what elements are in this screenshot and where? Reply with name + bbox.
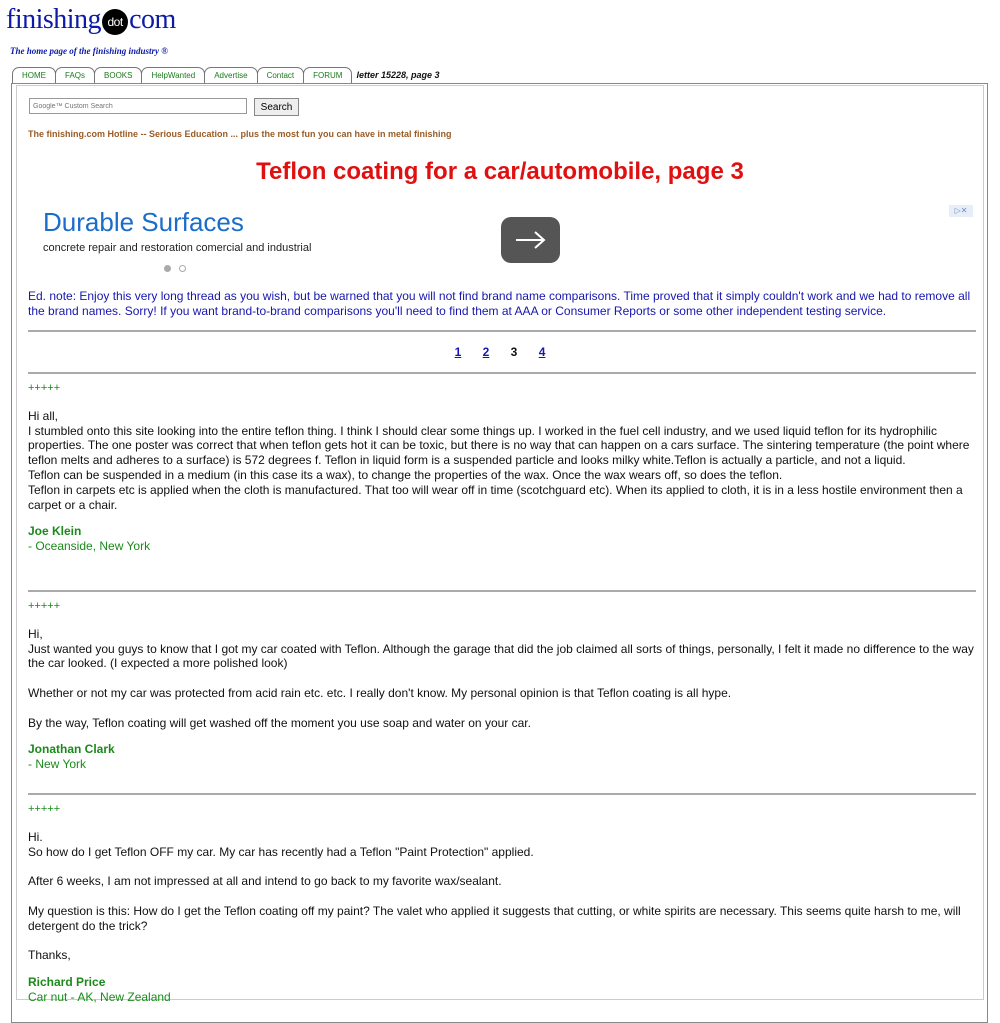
post-item bbox=[28, 381, 980, 554]
post-item bbox=[28, 802, 980, 1005]
logo-wordmark: finishing dot com bbox=[6, 4, 176, 35]
ad-carousel-dot-active[interactable] bbox=[164, 265, 171, 272]
pagination bbox=[0, 345, 1000, 359]
post-line: Teflon in carpets etc is applied when the cloth is manufactured. That too will wear off in time (scotchguard etc). When its applied to cloth, it is in a less hostile environment then a carpet or a chair. bbox=[28, 482, 963, 512]
editor-note: Ed. note: Enjoy this very long thread as you wish, but be warned that you will not find brand name comparisons. Time proved that it simply couldn't work and we had to remove all the brand names. Sorry! If you want brand-to-brand comparisons you'll need to find them at AAA or Consumer Reports or some other independent testing service. bbox=[28, 289, 971, 318]
post-line: By the way, Teflon coating will get washed off the moment you use soap and water on your car. bbox=[28, 715, 531, 730]
page-title: Teflon coating for a car/automobile, page 3 bbox=[256, 158, 744, 185]
hotline-tagline: The finishing.com Hotline -- Serious Education ... plus the most fun you can have in metal finishing bbox=[28, 129, 452, 139]
tab-contact[interactable]: Contact bbox=[257, 67, 305, 83]
ad-banner[interactable] bbox=[28, 205, 973, 280]
letter-caption: letter 15228, page 3 bbox=[356, 70, 440, 80]
post-line: Hi, bbox=[28, 626, 43, 641]
post-line: Hi all, bbox=[28, 408, 59, 423]
top-nav-tabs bbox=[12, 67, 440, 83]
divider bbox=[28, 793, 976, 795]
tab-forum[interactable]: FORUM bbox=[303, 67, 352, 83]
logo-dot: dot bbox=[102, 9, 128, 35]
post-line: Teflon can be suspended in a medium (in this case its a wax), to change the properties of the wax. Once the wax wears off, so does the teflon. bbox=[28, 467, 783, 482]
post-line: So how do I get Teflon OFF my car. My car has recently had a Teflon "Paint Protection" applied. bbox=[28, 844, 534, 859]
post-line: I stumbled onto this site looking into the entire teflon thing. I think I should clear some things up. I worked in the fuel cell industry, and we used liquid teflon for its hydrophilic properties. The one poster was correct that when teflon gets hot it can be toxic, but there is no way that can happen on a cars surface. The sintering temperature (the point where teflon melts and adheres to a surface) is 572 degrees f. Teflon in liquid form is a suspended particle and looks milky white.Teflon is actually a particle, and not a liquid. bbox=[28, 423, 970, 468]
post-separator-stars: +++++ bbox=[28, 600, 61, 612]
post-location: - Oceanside, New York bbox=[28, 539, 151, 554]
page-link-2[interactable]: 2 bbox=[482, 345, 490, 359]
divider bbox=[28, 330, 976, 332]
page-link-4[interactable]: 4 bbox=[538, 345, 546, 359]
tab-books[interactable]: BOOKS bbox=[94, 67, 142, 83]
site-logo[interactable] bbox=[6, 6, 186, 60]
post-separator-stars: +++++ bbox=[28, 382, 61, 394]
post-author: Joe Klein bbox=[28, 524, 82, 539]
post-line: Whether or not my car was protected from acid rain etc. etc. I really don't know. My personal opinion is that Teflon coating is all hype. bbox=[28, 685, 732, 700]
post-line: After 6 weeks, I am not impressed at all and intend to go back to my favorite wax/sealant. bbox=[28, 874, 502, 889]
post-item bbox=[28, 599, 980, 772]
post-line: Just wanted you guys to know that I got my car coated with Teflon. Although the garage that did the job claimed all sorts of things, personally, I felt it made no difference to the way the car looked. (I expected a more polished look) bbox=[28, 641, 974, 671]
tab-advertise[interactable]: Advertise bbox=[204, 67, 257, 83]
ad-choices-icon[interactable]: ▷✕ bbox=[949, 205, 973, 217]
post-line: Thanks, bbox=[28, 948, 71, 963]
post-line: Hi. bbox=[28, 829, 43, 844]
logo-tagline: The home page of the finishing industry ® bbox=[10, 46, 168, 56]
post-line: My question is this: How do I get the Teflon coating off my paint? The valet who applied it suggests that cutting, or white spirits are necessary. This seems quite harsh to me, will detergent do the trick? bbox=[28, 903, 961, 933]
post-author: Richard Price bbox=[28, 974, 106, 989]
post-author: Jonathan Clark bbox=[28, 742, 115, 757]
arrow-right-icon bbox=[515, 230, 547, 250]
ad-text: concrete repair and restoration comercial and industrial bbox=[43, 242, 312, 254]
post-separator-stars: +++++ bbox=[28, 803, 61, 815]
post-location: Car nut - AK, New Zealand bbox=[28, 989, 171, 1004]
divider bbox=[28, 590, 976, 592]
post-location: - New York bbox=[28, 757, 87, 772]
tab-helpwanted[interactable]: HelpWanted bbox=[141, 67, 205, 83]
divider bbox=[28, 372, 976, 374]
page-link-1[interactable]: 1 bbox=[454, 345, 462, 359]
ad-arrow-button[interactable] bbox=[501, 217, 560, 263]
ad-headline[interactable]: Durable Surfaces bbox=[43, 207, 244, 237]
tab-faqs[interactable]: FAQs bbox=[55, 67, 95, 83]
search-button[interactable]: Search bbox=[254, 98, 299, 116]
ad-carousel-dot[interactable] bbox=[179, 265, 186, 272]
tab-home[interactable]: HOME bbox=[12, 67, 56, 83]
page-current: 3 bbox=[510, 345, 518, 359]
search-input[interactable] bbox=[29, 98, 247, 114]
